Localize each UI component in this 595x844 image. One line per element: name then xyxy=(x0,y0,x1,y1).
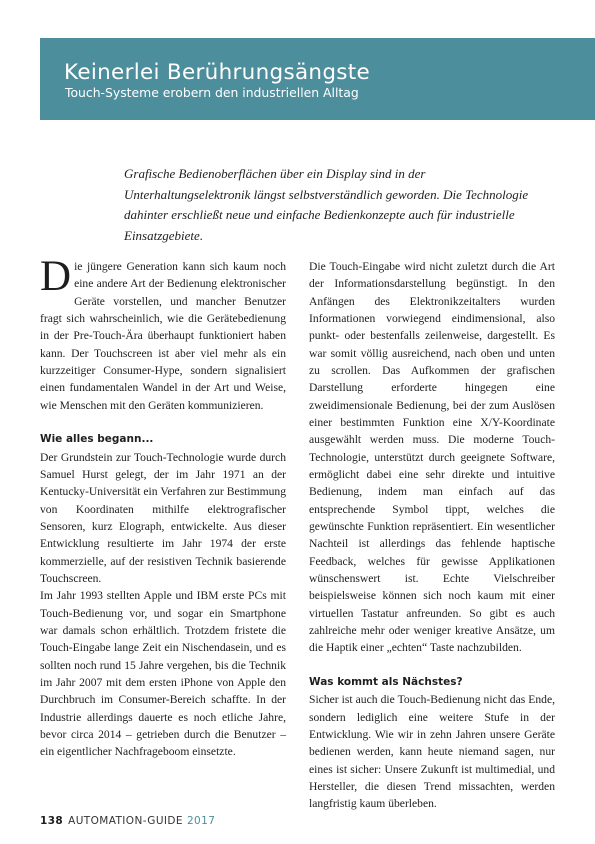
page-footer xyxy=(40,815,215,827)
history-paragraph-2: Im Jahr 1993 stellten Apple und IBM erste PCs mit Touch-Bedienung vor, und sogar ein Smartphone war damals schon erhältlich. Trotzdem fristete die Touch-Eingabe lange Zeit ein Nischendasein, und es sollten noch rund 15 Jahre vergehen, bis die Technik im Jahr 2007 mit dem ersten iPhone von Apple den Durchbruch im Consumer-Bereich schaffte. In der Industrie allerdings dauerte es noch etliche Jahre, bevor circa 2014 – getrieben durch die Benutzer – ein eigentlicher Nachfrageboom einsetzte. xyxy=(40,589,286,759)
section-heading-history: Wie alles begann... xyxy=(40,433,154,446)
right-column xyxy=(309,258,555,813)
touch-input-paragraph: Die Touch-Eingabe wird nicht zuletzt durch die Art der Informationsdarstellung begünstigt. In den Anfängen des Elektronikzeitalters wurden Informationen vorwiegend eindimensional, also punkt- oder bestenfalls zeilenweise, dargestellt. Es war somit völlig ausreichend, nach oben und unten zu scrollen. Das Aufkommen der grafischen Darstellung erforderte hingegen eine zweidimensionale Bedienung, bei der zum Auslösen einer bestimmten Funktion eine X/Y-Koordinate ausgewählt werden muss. Die moderne Touch-Technologie, unterstützt durch geeignete Software, ermöglicht dabei eine sehr direkte und intuitive Bedienung, indem man einfach auf das entsprechende Symbol tippt, welches die gewünschte Funktion repräsentiert. Ein wesentlicher Nachteil ist allerdings das fehlende haptische Feedback, welches für gewisse Applikationen wünschenswert ist. Echte Vielschreiber beispielsweise können sich noch kaum mit einer virtuellen Tastatur anfreunden. So gibt es auch zahlreiche mehr oder weniger kreative Ansätze, um die Haptik einer „echten“ Taste nachzubilden. xyxy=(309,260,555,655)
future-paragraph: Sicher ist auch die Touch-Bedienung nicht das Ende, sondern lediglich eine weitere Stufe in der Entwicklung. Wie wir in zehn Jahren unsere Geräte bedienen werden, kann heute niemand sagen, nur eines ist sicher: Unsere Zukunft ist multimedial, und Hersteller, die diesen Trend missachten, werden langfristig kaum überleben. xyxy=(309,693,555,811)
opening-paragraph-text: ie jüngere Generation kann sich kaum noch eine andere Art der Bedienung elektronischer Geräte vorstellen, und mancher Benutzer fragt sich wahrscheinlich, wie die Gerätebedienung in der Pre-Touch-Ära überhaupt funktioniert haben kann. Der Touchscreen ist aber viel mehr als ein kurzzeitiger Consumer-Hype, sondern signalisiert einen fundamentalen Wandel in der Art und Weise, wie Menschen mit den Geräten kommunizieren. xyxy=(40,260,286,412)
publication-name: AUTOMATION-GUIDE xyxy=(68,815,183,827)
drop-cap: D xyxy=(40,253,72,300)
intro-paragraph: Grafische Bedienoberflächen über ein Display sind in der Unterhaltungselektronik längst selbstverständlich geworden. Die Technologie dahinter erschließt neue und einfache Bedienkonzepte auch für industrielle Einsatzgebiete. xyxy=(124,166,529,243)
opening-paragraph xyxy=(40,253,286,414)
publication-year: 2017 xyxy=(186,815,216,827)
left-column xyxy=(40,253,286,761)
title-banner xyxy=(40,38,595,120)
article-title: Keinerlei Berührungsängste xyxy=(64,60,371,85)
article-subtitle: Touch-Systeme erobern den industriellen Alltag xyxy=(65,85,359,100)
section-heading-future: Was kommt als Nächstes? xyxy=(309,675,463,688)
page-number: 138 xyxy=(40,815,64,827)
history-paragraph-1: Der Grundstein zur Touch-Technologie wurde durch Samuel Hurst gelegt, der im Jahr 1971 an der Kentucky-Universität ein Verfahren zur Bestimmung von Koordinaten mithilfe elektrografischer Sensoren, kurz Elograph, entwickelte. Aus dieser Entwicklung resultierte im Jahr 1974 der erste kommerzielle, auf der resistiven Technik basierende Touchscreen. xyxy=(40,450,286,585)
